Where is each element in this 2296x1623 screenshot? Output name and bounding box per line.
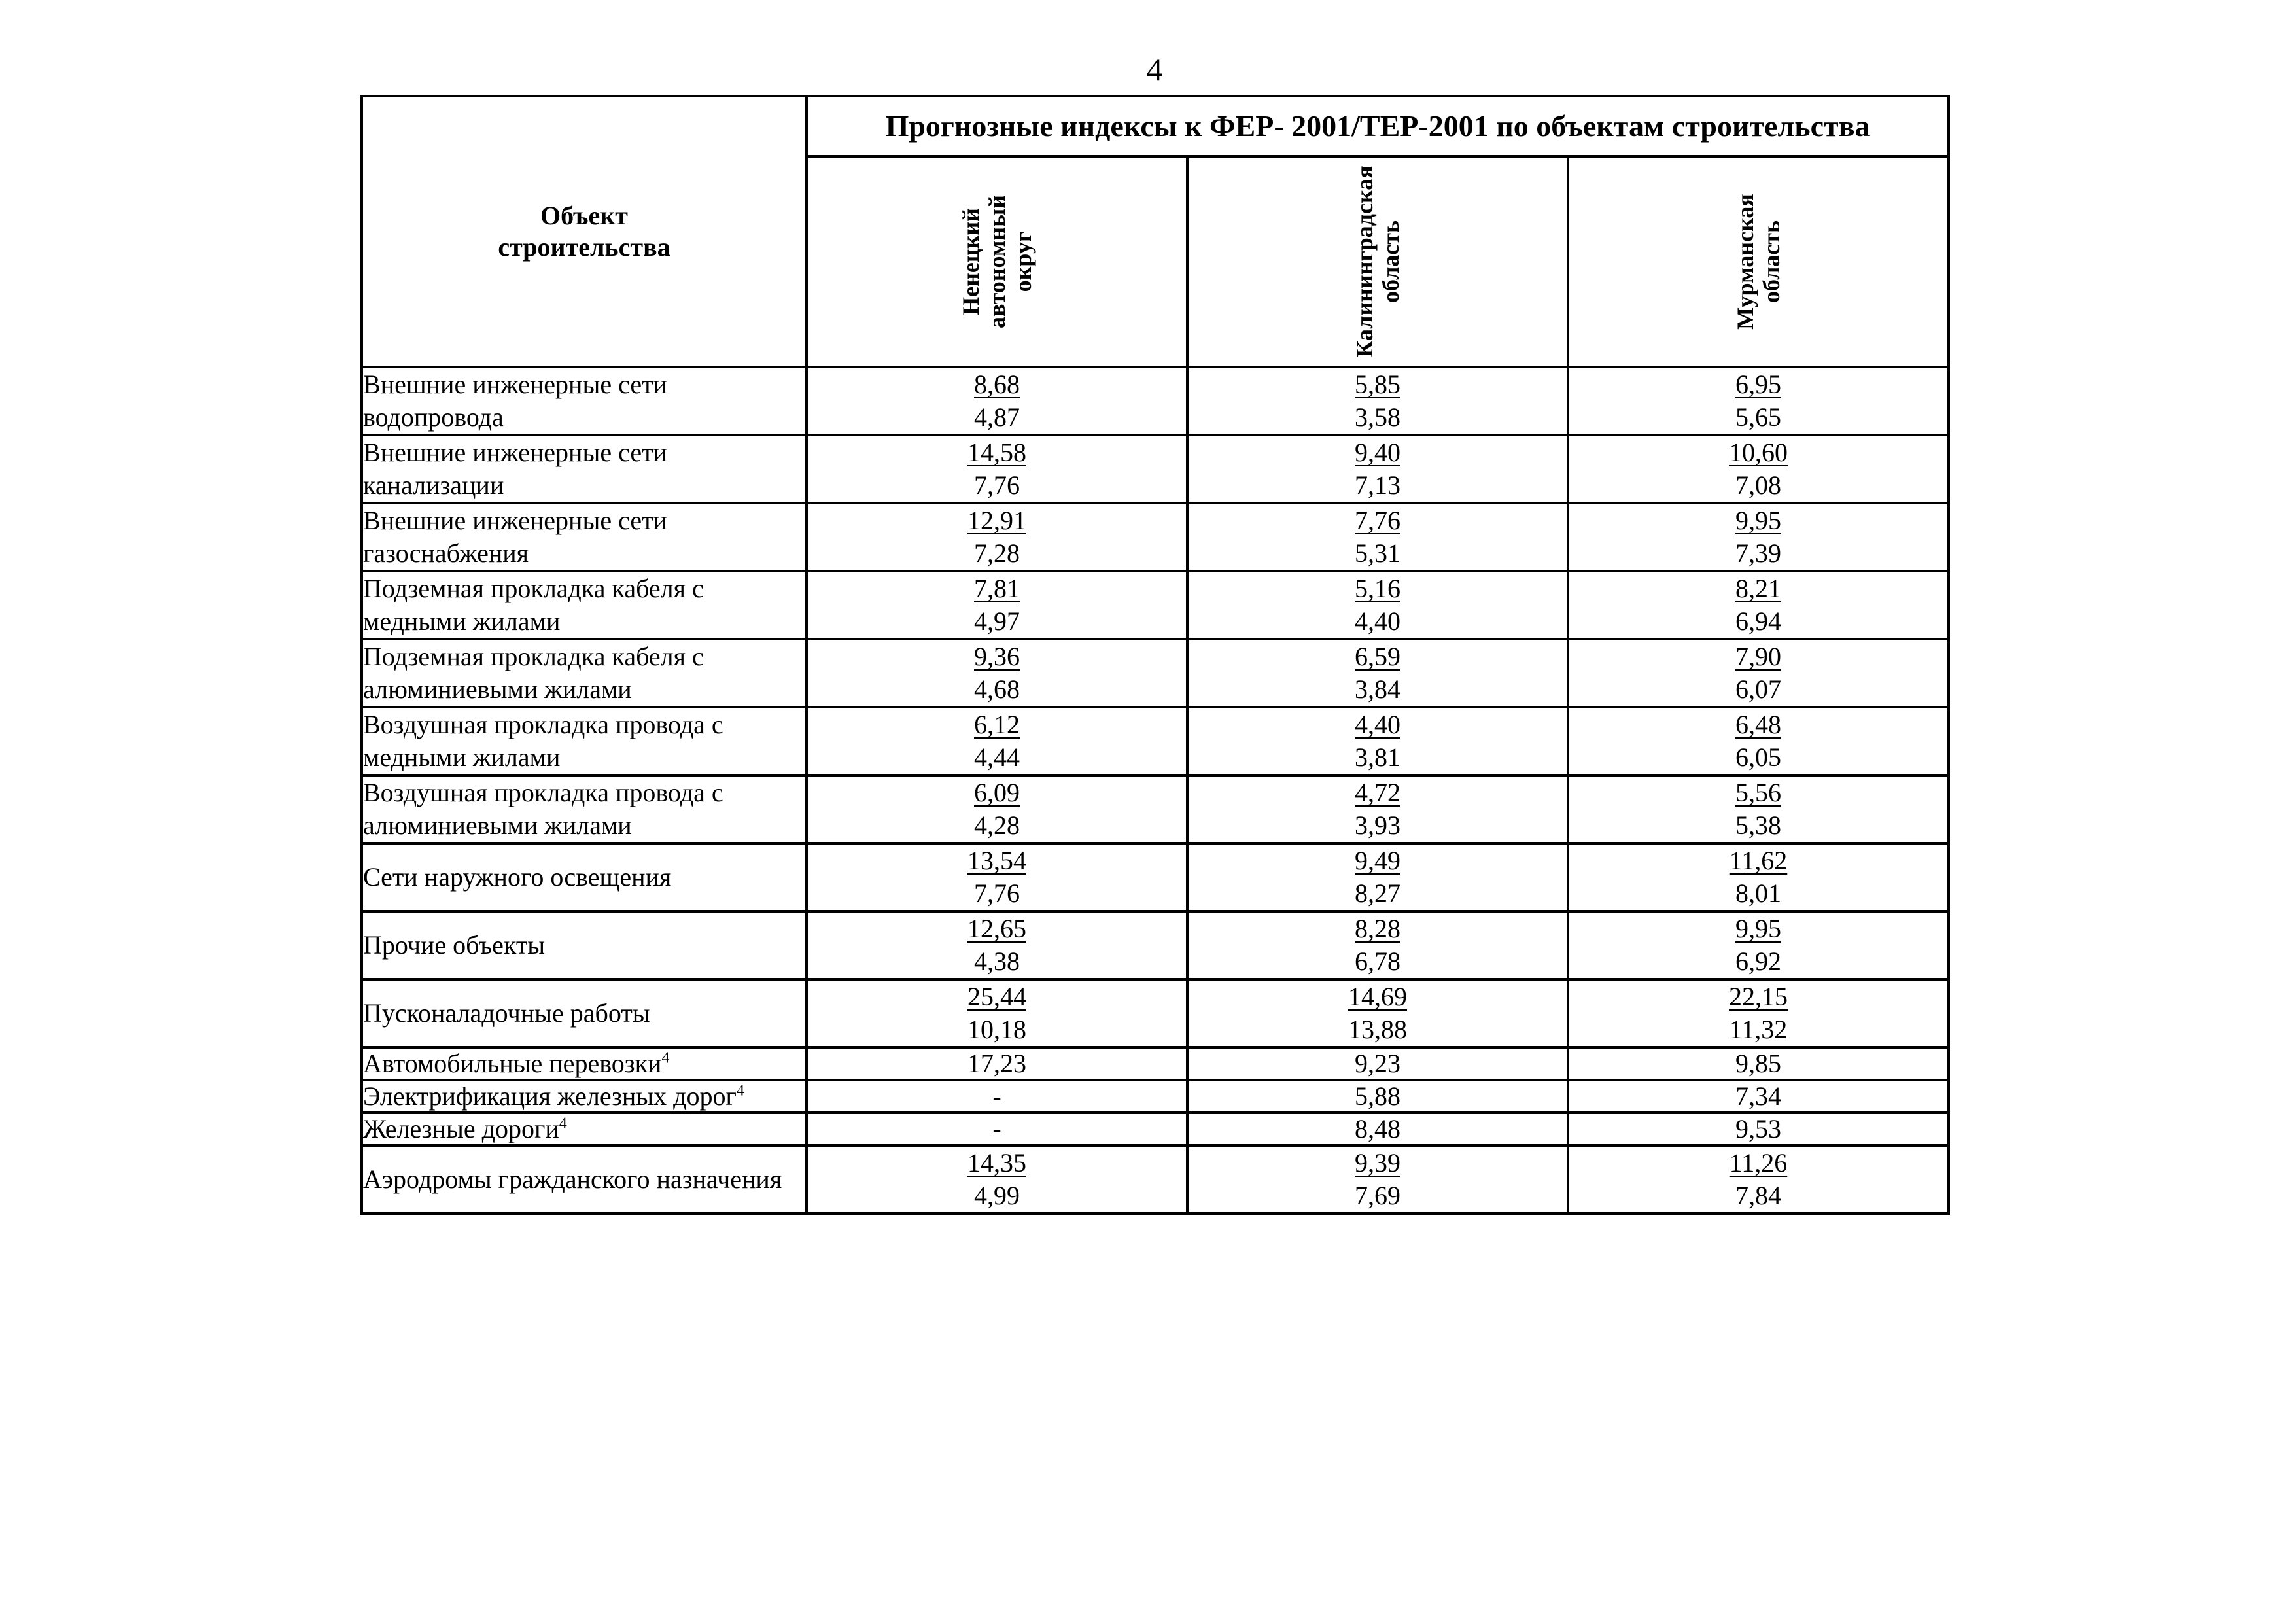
- object-name: Воздушная прокладка провода с медными жилами: [362, 707, 807, 775]
- object-name: Автомобильные перевозки$^4$: [362, 1047, 807, 1080]
- index-value-bottom: 6,94: [1735, 606, 1782, 636]
- index-value-cell: [807, 775, 1187, 843]
- index-value-top: 5,56: [1735, 778, 1782, 807]
- page-number: 4: [1146, 51, 1163, 88]
- table-row: [362, 843, 1949, 911]
- index-value-bottom: 10,18: [967, 1015, 1026, 1044]
- index-value-top: 14,69: [1348, 982, 1407, 1011]
- object-column-header: Объект строительства: [362, 96, 807, 367]
- index-value-bottom: 6,92: [1735, 947, 1782, 976]
- table-row: [362, 1080, 1949, 1113]
- region-header-kaliningrad: Калининградская область: [1187, 156, 1568, 367]
- index-value-cell: [1187, 1113, 1568, 1145]
- index-value-top: 10,60: [1729, 438, 1788, 467]
- footnote-marker: 4: [661, 1049, 670, 1067]
- index-value-cell: [807, 1080, 1187, 1113]
- object-name: Внешние инженерные сети канализации: [362, 435, 807, 503]
- index-value-top: 11,26: [1729, 1148, 1788, 1178]
- index-value-top: 9,95: [1735, 914, 1782, 943]
- index-value-bottom: 5,65: [1735, 402, 1782, 432]
- index-value-top: 9,49: [1355, 846, 1400, 875]
- footnote-marker: 4: [559, 1115, 567, 1132]
- index-value-cell: [807, 1145, 1187, 1213]
- index-value-top: 9,39: [1355, 1148, 1400, 1178]
- index-value-bottom: 4,38: [974, 947, 1020, 976]
- index-value-bottom: 3,81: [1355, 742, 1400, 772]
- index-value-bottom: 4,68: [974, 674, 1020, 704]
- index-value-top: 4,40: [1355, 710, 1400, 739]
- index-value-cell: [1187, 639, 1568, 707]
- index-value-bottom: 3,93: [1355, 811, 1400, 840]
- index-value-bottom: 8,01: [1735, 879, 1782, 908]
- object-name: Сети наружного освещения: [362, 843, 807, 911]
- index-value-top: 25,44: [967, 982, 1026, 1011]
- object-name: Железные дороги$^4$: [362, 1113, 807, 1145]
- footnote-marker: 4: [736, 1082, 744, 1100]
- index-value-top: 8,21: [1735, 574, 1782, 603]
- index-value: -: [992, 1114, 1001, 1143]
- index-value-top: 5,85: [1355, 370, 1400, 399]
- table-row: [362, 639, 1949, 707]
- index-value-cell: [807, 367, 1187, 435]
- index-value: 9,23: [1355, 1049, 1400, 1078]
- object-name: Подземная прокладка кабеля с алюминиевыми жилами: [362, 639, 807, 707]
- index-value-cell: [1187, 979, 1568, 1047]
- index-value-top: 11,62: [1729, 846, 1788, 875]
- table-row: [362, 775, 1949, 843]
- table-row: [362, 911, 1949, 979]
- index-value-cell: [1568, 707, 1949, 775]
- table-row: [362, 1047, 1949, 1080]
- index-value-bottom: 5,31: [1355, 538, 1400, 568]
- index-value-cell: [1568, 1080, 1949, 1113]
- index-value-cell: [807, 435, 1187, 503]
- index-value-bottom: 5,38: [1735, 811, 1782, 840]
- index-value-bottom: 7,28: [974, 538, 1020, 568]
- index-value-bottom: 7,39: [1735, 538, 1782, 568]
- index-value-cell: [1187, 843, 1568, 911]
- object-name: Внешние инженерные сети газоснабжения: [362, 503, 807, 571]
- index-value: 17,23: [967, 1049, 1026, 1078]
- index-value-top: 9,36: [974, 642, 1020, 671]
- index-value-top: 4,72: [1355, 778, 1400, 807]
- index-value: 8,48: [1355, 1114, 1400, 1143]
- index-value-cell: [807, 571, 1187, 639]
- index-value-bottom: 4,40: [1355, 606, 1400, 636]
- table-row: [362, 435, 1949, 503]
- table-row: [362, 1113, 1949, 1145]
- index-value-cell: [807, 843, 1187, 911]
- index-value-top: 12,91: [967, 506, 1026, 535]
- index-value-bottom: 3,58: [1355, 402, 1400, 432]
- index-value-top: 5,16: [1355, 574, 1400, 603]
- index-value-top: 6,95: [1735, 370, 1782, 399]
- index-value-cell: [1568, 843, 1949, 911]
- index-value-top: 13,54: [967, 846, 1026, 875]
- index-value-cell: [807, 979, 1187, 1047]
- table-row: [362, 1145, 1949, 1213]
- index-value-cell: [807, 911, 1187, 979]
- index-value-bottom: 4,44: [974, 742, 1020, 772]
- index-value-bottom: 7,69: [1355, 1181, 1400, 1210]
- table-row: [362, 503, 1949, 571]
- table-row: [362, 571, 1949, 639]
- index-value: 7,34: [1735, 1081, 1782, 1111]
- index-value-cell: [1568, 1145, 1949, 1213]
- index-value-cell: [1568, 1113, 1949, 1145]
- index-value-bottom: 3,84: [1355, 674, 1400, 704]
- index-value-cell: [1568, 775, 1949, 843]
- table-title: Прогнозные индексы к ФЕР- 2001/ТЕР-2001 по объектам строительства: [807, 96, 1949, 156]
- object-name: Воздушная прокладка провода с алюминиевыми жилами: [362, 775, 807, 843]
- object-name: Электрификация железных дорог$^4$: [362, 1080, 807, 1113]
- index-value-bottom: 6,78: [1355, 947, 1400, 976]
- index-value-top: 6,48: [1735, 710, 1782, 739]
- index-value-top: 9,40: [1355, 438, 1400, 467]
- index-value-bottom: 4,87: [974, 402, 1020, 432]
- index-value-bottom: 13,88: [1348, 1015, 1407, 1044]
- index-value-bottom: 6,07: [1735, 674, 1782, 704]
- index-value-cell: [1568, 639, 1949, 707]
- index-value-cell: [1568, 367, 1949, 435]
- index-value-cell: [1187, 367, 1568, 435]
- index-value-top: 6,09: [974, 778, 1020, 807]
- index-value-cell: [1568, 571, 1949, 639]
- index-value-top: 7,81: [974, 574, 1020, 603]
- index-value-cell: [807, 707, 1187, 775]
- index-value-cell: [807, 639, 1187, 707]
- index-value-cell: [1568, 503, 1949, 571]
- index-value-bottom: 4,28: [974, 811, 1020, 840]
- table-row: [362, 707, 1949, 775]
- index-value-cell: [807, 1113, 1187, 1145]
- index-value-cell: [807, 1047, 1187, 1080]
- region-header-nenets: Ненецкий автономный округ: [807, 156, 1187, 367]
- index-value: 5,88: [1355, 1081, 1400, 1111]
- index-value-cell: [1568, 1047, 1949, 1080]
- table-body: [362, 367, 1949, 1213]
- index-value-top: 9,95: [1735, 506, 1782, 535]
- index-value-top: 8,68: [974, 370, 1020, 399]
- index-value-top: 22,15: [1729, 982, 1788, 1011]
- index-value: 9,53: [1735, 1114, 1782, 1143]
- table-row: [362, 979, 1949, 1047]
- index-value-cell: [1568, 979, 1949, 1047]
- index-value-cell: [1187, 911, 1568, 979]
- index-value: 9,85: [1735, 1049, 1782, 1078]
- region-header-murmansk: Мурманская область: [1568, 156, 1949, 367]
- index-value-cell: [1187, 1145, 1568, 1213]
- index-value-top: 7,76: [1355, 506, 1400, 535]
- object-name: Внешние инженерные сети водопровода: [362, 367, 807, 435]
- index-value-top: 7,90: [1735, 642, 1782, 671]
- index-value-cell: [1568, 911, 1949, 979]
- index-value-cell: [1187, 775, 1568, 843]
- index-value-cell: [1187, 707, 1568, 775]
- index-value-cell: [1187, 571, 1568, 639]
- forecast-index-table: [360, 95, 1950, 1215]
- object-name: Аэродромы гражданского назначения: [362, 1145, 807, 1213]
- index-value-top: 12,65: [967, 914, 1026, 943]
- index-value-bottom: 7,76: [974, 879, 1020, 908]
- index-value: -: [992, 1081, 1001, 1111]
- index-value-bottom: 11,32: [1729, 1015, 1788, 1044]
- index-value-cell: [1187, 435, 1568, 503]
- index-value-cell: [1187, 1080, 1568, 1113]
- index-value-bottom: 4,97: [974, 606, 1020, 636]
- index-value-top: 14,35: [967, 1148, 1026, 1178]
- index-value-bottom: 7,84: [1735, 1181, 1782, 1210]
- index-value-bottom: 6,05: [1735, 742, 1782, 772]
- index-value-top: 8,28: [1355, 914, 1400, 943]
- index-value-bottom: 7,08: [1735, 470, 1782, 500]
- index-value-top: 6,59: [1355, 642, 1400, 671]
- object-name: Пусконаладочные работы: [362, 979, 807, 1047]
- index-value-cell: [1568, 435, 1949, 503]
- index-value-bottom: 4,99: [974, 1181, 1020, 1210]
- object-name: Прочие объекты: [362, 911, 807, 979]
- index-value-top: 14,58: [967, 438, 1026, 467]
- object-name: Подземная прокладка кабеля с медными жилами: [362, 571, 807, 639]
- index-value-cell: [807, 503, 1187, 571]
- index-value-cell: [1187, 1047, 1568, 1080]
- index-value-bottom: 8,27: [1355, 879, 1400, 908]
- index-value-cell: [1187, 503, 1568, 571]
- table-row: [362, 367, 1949, 435]
- index-value-bottom: 7,13: [1355, 470, 1400, 500]
- index-value-top: 6,12: [974, 710, 1020, 739]
- index-value-bottom: 7,76: [974, 470, 1020, 500]
